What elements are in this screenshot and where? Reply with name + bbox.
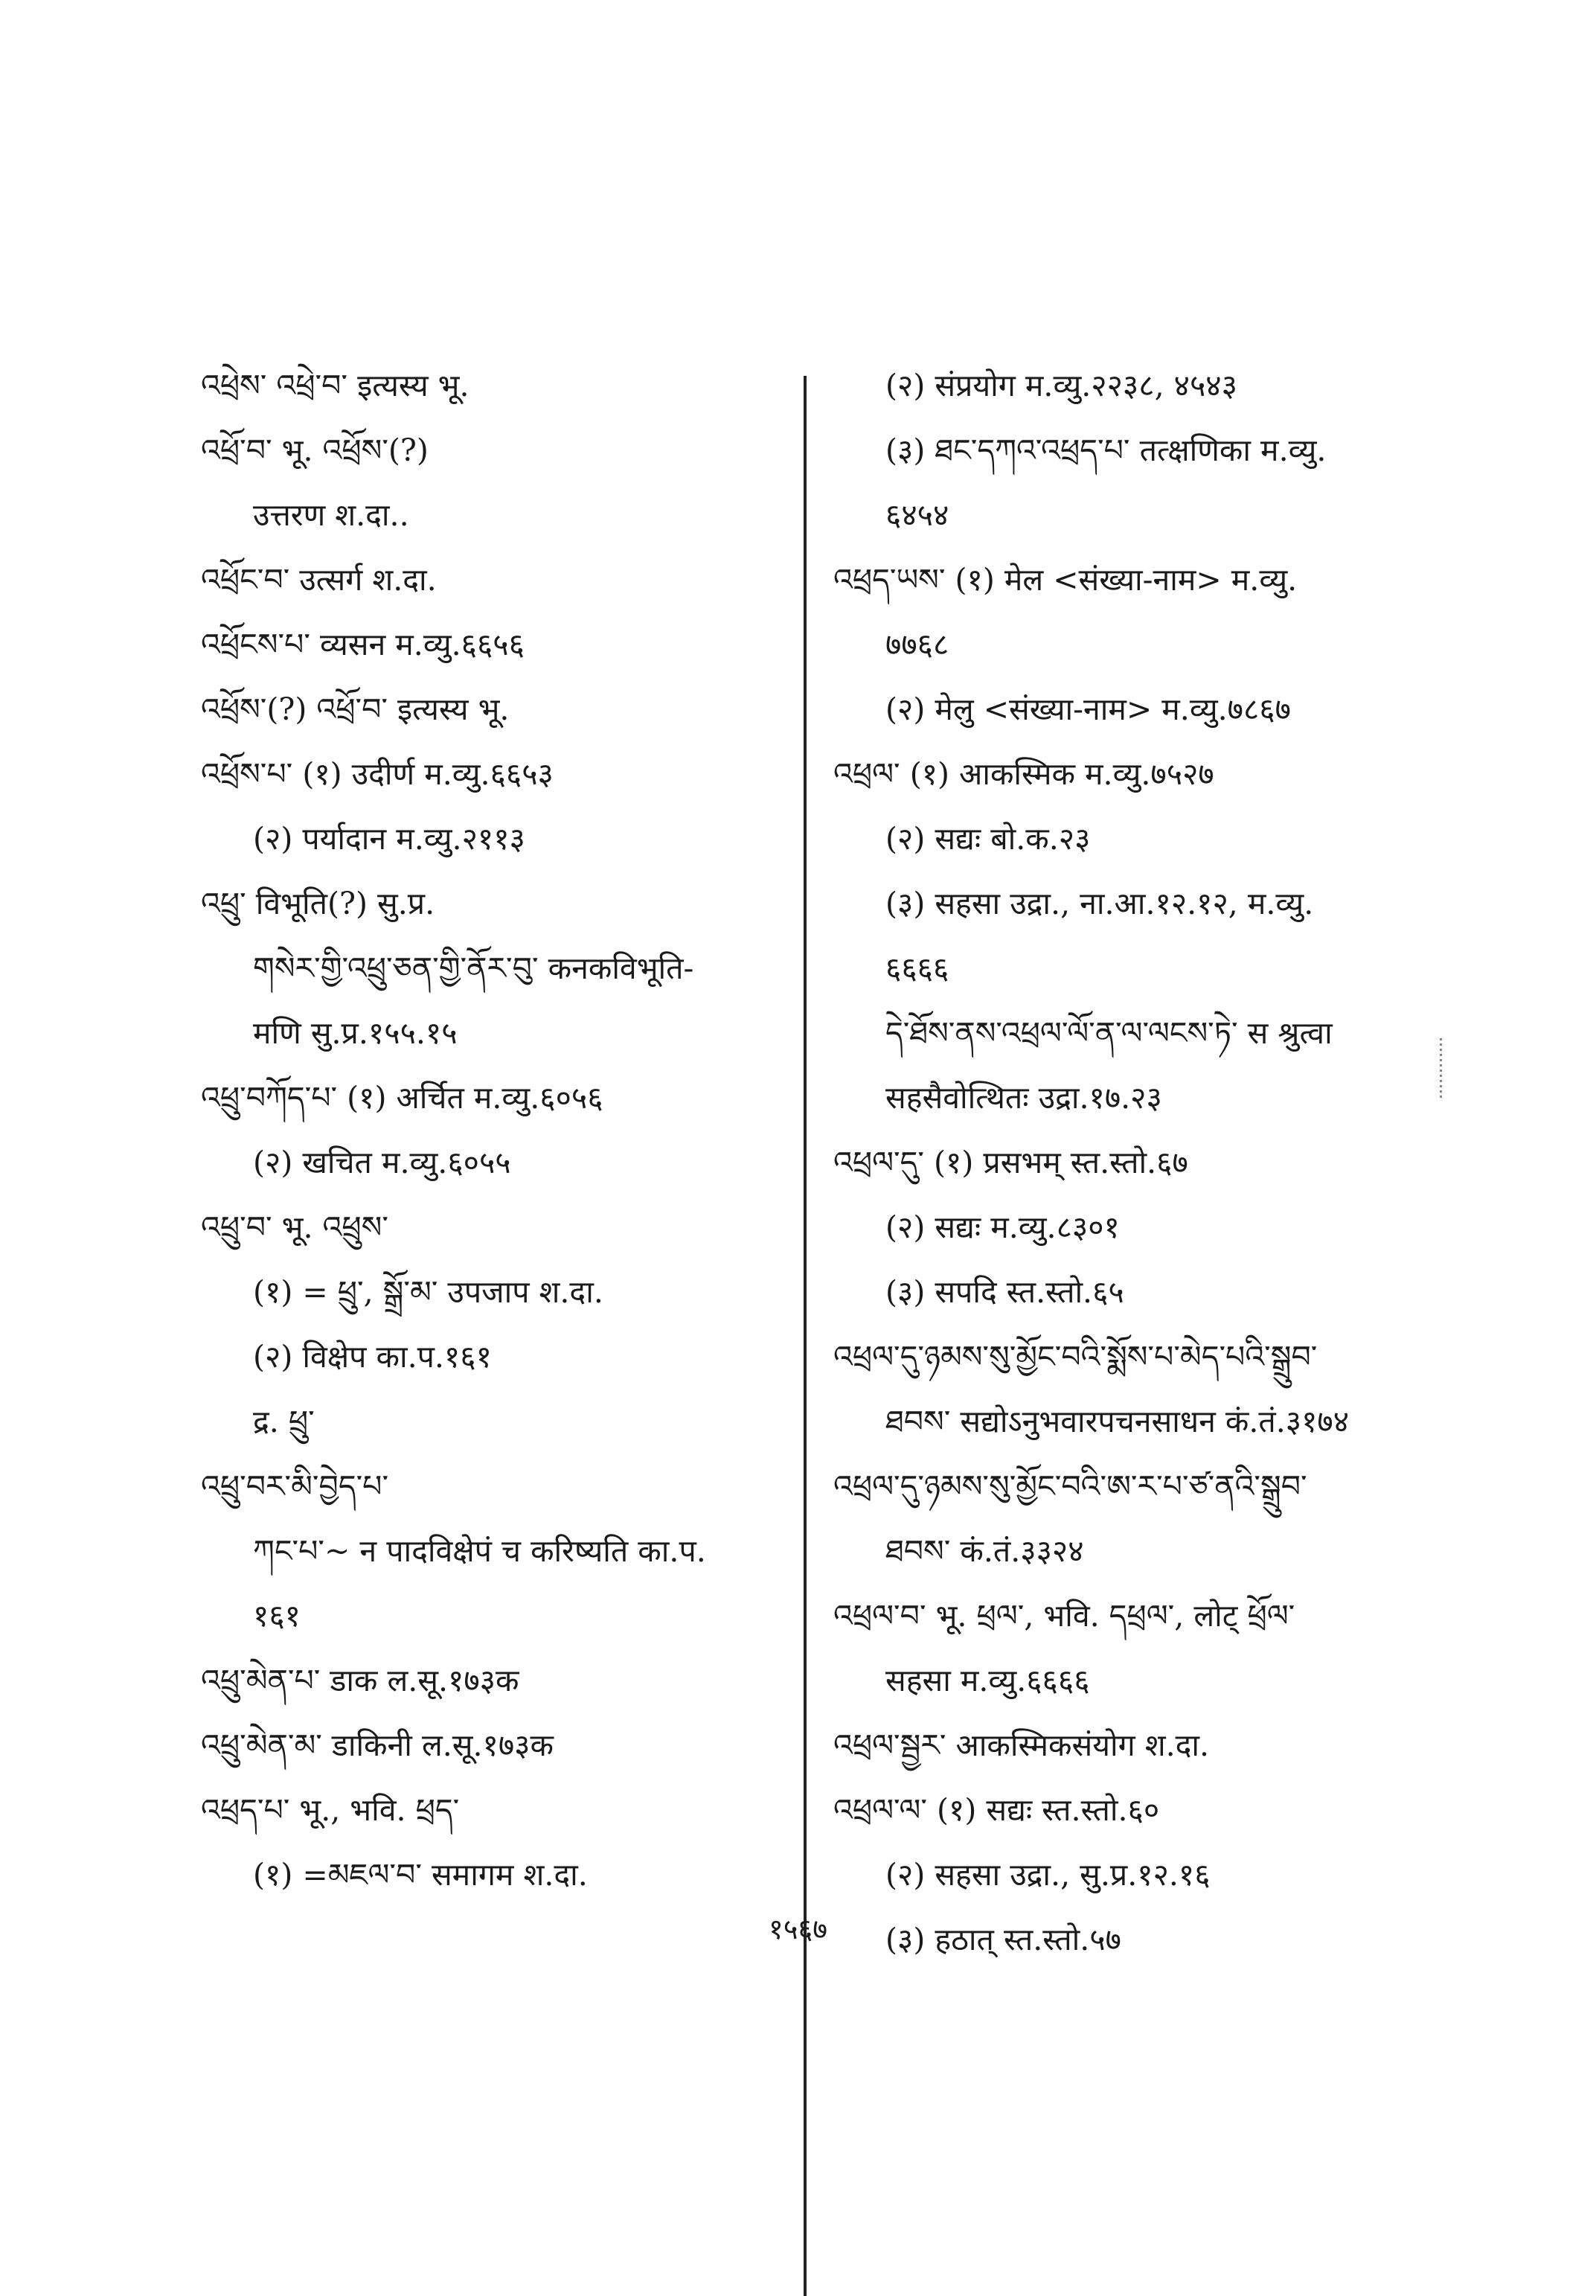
dictionary-line: འཕྲོངས་པ་ व्यसन म.व्यु.६६५६ bbox=[201, 627, 525, 662]
dictionary-line: འཕྲུ་མེན་མ་ डाकिनी ल.सू.१७३क bbox=[201, 1727, 554, 1763]
dictionary-line: (१) =མཇལ་བ་ समागम श.दा. bbox=[253, 1857, 588, 1893]
dictionary-line: འཕྲུ་ विभूति(?) सु.प्र. bbox=[201, 886, 435, 921]
dictionary-line: འཕྲོང་བ་ उत्सर्ग श.दा. bbox=[201, 562, 437, 598]
dictionary-line: འཕྲོ་བ་ भू. འཕྲོས་(?) bbox=[201, 432, 429, 468]
dictionary-line: मणि सु.प्र.१५५.१५ bbox=[253, 1015, 458, 1051]
dictionary-line: འཕྲལ་དུ་ཉམས་སུ་མྱོང་བའི་སྨོས་པ་མེད་པའི་སྒྲུབ་ bbox=[833, 1339, 1318, 1375]
dictionary-line: (२) खचित म.व्यु.६०५५ bbox=[253, 1145, 511, 1180]
page-number: १५६७ bbox=[768, 1913, 828, 1945]
dictionary-line: (२) सहसा उद्रा., सु.प्र.१२.१६ bbox=[885, 1857, 1211, 1893]
dictionary-line: (२) मेलु <संख्या-नाम> म.व्यु.७८६७ bbox=[885, 691, 1291, 727]
dictionary-line: འཕྲུ་བཀོད་པ་ (१) अर्चित म.व्यु.६०५६ bbox=[201, 1080, 603, 1116]
left-column bbox=[201, 354, 811, 1908]
dictionary-line: འཕྲལ་ལ་ (१) सद्यः स्त.स्तो.६० bbox=[833, 1792, 1160, 1828]
dictionary-line: ཐབས་ कं.तं.३३२४ bbox=[885, 1533, 1084, 1569]
dictionary-line: འཕྲལ་ (१) आकस्मिक म.व्यु.७५२७ bbox=[833, 756, 1214, 792]
dictionary-line: འཕྲལ་དུ་ཉམས་སུ་མྱོང་བའི་ཨ་ར་པ་ཙ་ནའི་སྒྲུབ་ bbox=[833, 1468, 1307, 1504]
dictionary-line: सहसा म.व्यु.६६६६ bbox=[885, 1663, 1090, 1698]
dictionary-line: འཕྲོས་པ་ (१) उदीर्ण म.व्यु.६६५३ bbox=[201, 756, 554, 792]
dictionary-line: འཕྲུ་བ་ भू. འཕྲུས་ bbox=[201, 1209, 388, 1245]
dictionary-line: (२) विक्षेप का.प.१६१ bbox=[253, 1339, 492, 1375]
dictionary-line: འཕྲེས་ འཕྲེ་བ་ इत्यस्य भू. bbox=[201, 368, 469, 403]
dictionary-line: १६१ bbox=[253, 1598, 301, 1634]
dictionary-line: सहसैवोत्थितः उद्रा.१७.२३ bbox=[885, 1080, 1162, 1116]
dictionary-line: འཕྲལ་སྦྱར་ आकस्मिकसंयोग श.दा. bbox=[833, 1727, 1210, 1763]
dictionary-line: (३) सपदि स्त.स्तो.६५ bbox=[885, 1274, 1124, 1310]
dictionary-line: (२) सद्यः म.व्यु.८३०१ bbox=[885, 1209, 1120, 1245]
dictionary-line: འཕྲོས་(?) འཕྲོ་བ་ इत्यस्य भू. bbox=[201, 691, 510, 727]
dictionary-line: འཕྲད་པ་ भू., भवि. ཕྲད་ bbox=[201, 1792, 460, 1828]
dictionary-line: (१) = ཕྲུ་, སྒྲོ་མ་ उपजाप श.दा. bbox=[253, 1274, 603, 1310]
scan-artifact-dots bbox=[1440, 1038, 1442, 1098]
dictionary-line: द्र. ཕྲུ་ bbox=[253, 1404, 315, 1439]
dictionary-line: གསེར་གྱི་འཕྲུ་ཅན་གྱི་ནོར་བུ་ कनकविभूति- bbox=[253, 950, 694, 986]
dictionary-line: དེ་ཐོས་ནས་འཕྲལ་ལོ་ན་ལ་ལངས་ཏེ་ स श्रुत्वा bbox=[885, 1015, 1333, 1051]
dictionary-line: (३) सहसा उद्रा., ना.आ.१२.१२, म.व्यु. bbox=[885, 886, 1314, 921]
dictionary-line: འཕྲུ་མེན་པ་ डाक ल.सू.१७३क bbox=[201, 1663, 519, 1698]
dictionary-line: उत्तरण श.दा.. bbox=[253, 497, 409, 533]
dictionary-line: ७७६८ bbox=[885, 627, 949, 662]
dictionary-line: ६६६६ bbox=[885, 950, 949, 986]
dictionary-line: ཀང་པ་~ न पादविक्षेपं च करिष्यति का.प. bbox=[253, 1533, 706, 1569]
column-divider bbox=[804, 376, 807, 2296]
dictionary-line: (२) सद्यः बो.क.२३ bbox=[885, 821, 1091, 857]
right-column bbox=[833, 354, 1451, 1972]
dictionary-line: འཕྲུ་བར་མི་བྱེད་པ་ bbox=[201, 1468, 389, 1504]
dictionary-line: ཐབས་ सद्योऽनुभवारपचनसाधन कं.तं.३१७४ bbox=[885, 1404, 1350, 1439]
dictionary-line: (२) संप्रयोग म.व्यु.२२३८, ४५४३ bbox=[885, 368, 1237, 403]
dictionary-line: (२) पर्यादान म.व्यु.२११३ bbox=[253, 821, 525, 857]
dictionary-line: འཕྲལ་དུ་ (१) प्रसभम् स्त.स्तो.६७ bbox=[833, 1145, 1188, 1180]
dictionary-line: འཕྲལ་བ་ भू. ཕྲལ་, भवि. དཕྲལ་, लोट् ཕྲོལ་ bbox=[833, 1598, 1295, 1634]
dictionary-line: (३) ཐང་དཀའ་འཕྲད་པ་ तत्क्षणिका म.व्यु. bbox=[885, 432, 1327, 468]
dictionary-line: ६४५४ bbox=[885, 497, 949, 533]
dictionary-line: འཕྲད་ཡས་ (१) मेल <संख्या-नाम> म.व्यु. bbox=[833, 562, 1298, 598]
dictionary-line: (३) हठात् स्त.स्तो.५७ bbox=[885, 1922, 1121, 1957]
